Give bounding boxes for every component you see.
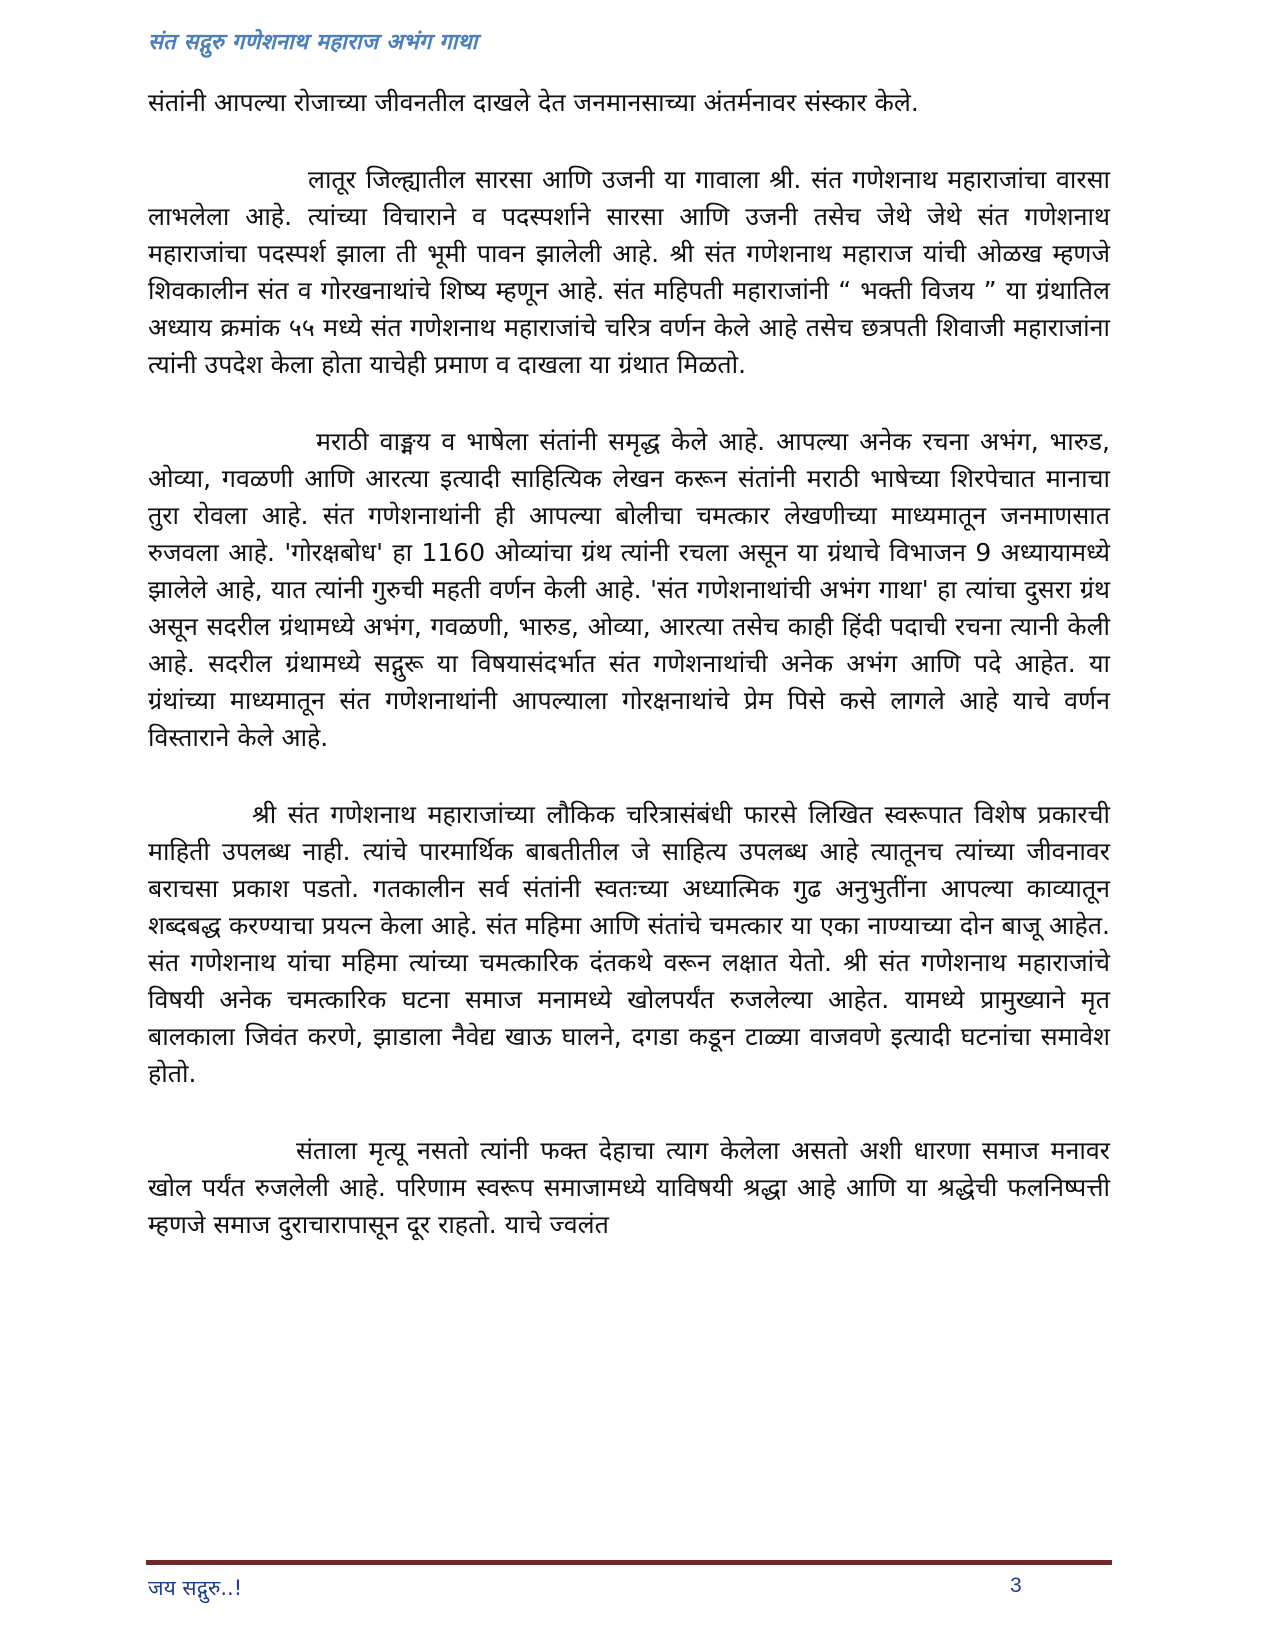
footer-divider xyxy=(146,1560,1112,1565)
paragraph: श्री संत गणेशनाथ महाराजांच्या लौकिक चरित्रासंबंधी फारसे लिखित स्वरूपात विशेष प्रकारची माहिती उपलब्ध नाही. त्यांचे पारमार्थिक बाबतीतील जे साहित्य उपलब्ध आहे त्यातूनच त्यांच्या जीवनावर बराचसा प्रकाश पडतो. गतकालीन सर्व संतांनी स्वतःच्या अध्यात्मिक गुढ अनुभुतींना आपल्या काव्यातून शब्दबद्ध करण्याचा प्रयत्न केला आहे. संत महिमा आणि संतांचे चमत्कार या एका नाण्याच्या दोन बाजू आहेत. संत गणेशनाथ यांचा महिमा त्यांच्या चमत्कारिक दंतकथे वरून लक्षात येतो. श्री संत गणेशनाथ महाराजांचे विषयी अनेक चमत्कारिक घटना समाज मनामध्ये खोलपर्यंत रुजलेल्या आहेत. यामध्ये प्रामुख्याने मृत बालकाला जिवंत करणे, झाडाला नैवेद्य खाऊ घालने, दगडा कडून टाळ्या वाजवणे इत्यादी घटनांचा समावेश होतो. xyxy=(148,800,1110,1088)
page-number: 3 xyxy=(1010,1574,1022,1597)
running-header: संत सद्गुरु गणेशनाथ महाराज अभंग गाथा xyxy=(148,30,478,55)
body-text xyxy=(148,84,1110,1243)
paragraph: संतांनी आपल्या रोजाच्या जीवनतील दाखले देत जनमानसाच्या अंतर्मनावर संस्कार केले. xyxy=(148,88,919,117)
footer-text: जय सद्गुरु..! xyxy=(148,1576,243,1600)
paragraph: लातूर जिल्ह्यातील सारसा आणि उजनी या गावाला श्री. संत गणेशनाथ महाराजांचा वारसा लाभलेला आहे. त्यांच्या विचाराने व पदस्पर्शाने सारसा आणि उजनी तसेच जेथे जेथे संत गणेशनाथ महाराजांचा पदस्पर्श झाला ती भूमी पावन झालेली आहे. श्री संत गणेशनाथ महाराज यांची ओळख म्हणजे शिवकालीन संत व गोरखनाथांचे शिष्य म्हणून आहे. संत महिपती महाराजांनी “ भक्ती विजय ” या ग्रंथातिल अध्याय क्रमांक ५५ मध्ये संत गणेशनाथ महाराजांचे चरित्र वर्णन केले आहे तसेच छत्रपती शिवाजी महाराजांना त्यांनी उपदेश केला होता याचेही प्रमाण व दाखला या ग्रंथात मिळतो. xyxy=(148,165,1110,379)
paragraph: संताला मृत्यू नसतो त्यांनी फक्त देहाचा त्याग केलेला असतो अशी धारणा समाज मनावर खोल पर्यंत रुजलेली आहे. परिणाम स्वरूप समाजामध्ये याविषयी श्रद्धा आहे आणि या श्रद्धेची फलनिष्पत्ती म्हणजे समाज दुराचारापासून दूर राहतो. याचे ज्वलंत xyxy=(148,1136,1110,1239)
paragraph: मराठी वाङ्मय व भाषेला संतांनी समृद्ध केले आहे. आपल्या अनेक रचना अभंग, भारुड, ओव्या, गवळणी आणि आरत्या इत्यादी साहित्यिक लेखन करून संतांनी मराठी भाषेच्या शिरपेचात मानाचा तुरा रोवला आहे. संत गणेशनाथांनी ही आपल्या बोलीचा चमत्कार लेखणीच्या माध्यमातून जनमाणसात रुजवला आहे. 'गोरक्षबोध' हा 1160 ओव्यांचा ग्रंथ त्यांनी रचला असून या ग्रंथाचे विभाजन 9 अध्यायामध्ये झालेले आहे, यात त्यांनी गुरुची महती वर्णन केली आहे. 'संत गणेशनाथांची अभंग गाथा' हा त्यांचा दुसरा ग्रंथ असून सदरील ग्रंथामध्ये अभंग, गवळणी, भारुड, ओव्या, आरत्या तसेच काही हिंदी पदाची रचना त्यानी केली आहे. सदरील ग्रंथामध्ये सद्गुरू या विषयासंदर्भात संत गणेशनाथांची अनेक अभंग आणि पदे आहेत. या ग्रंथांच्या माध्यमातून संत गणेशनाथांनी आपल्याला गोरक्षनाथांचे प्रेम पिसे कसे लागले आहे याचे वर्णन विस्ताराने केले आहे. xyxy=(148,427,1110,752)
